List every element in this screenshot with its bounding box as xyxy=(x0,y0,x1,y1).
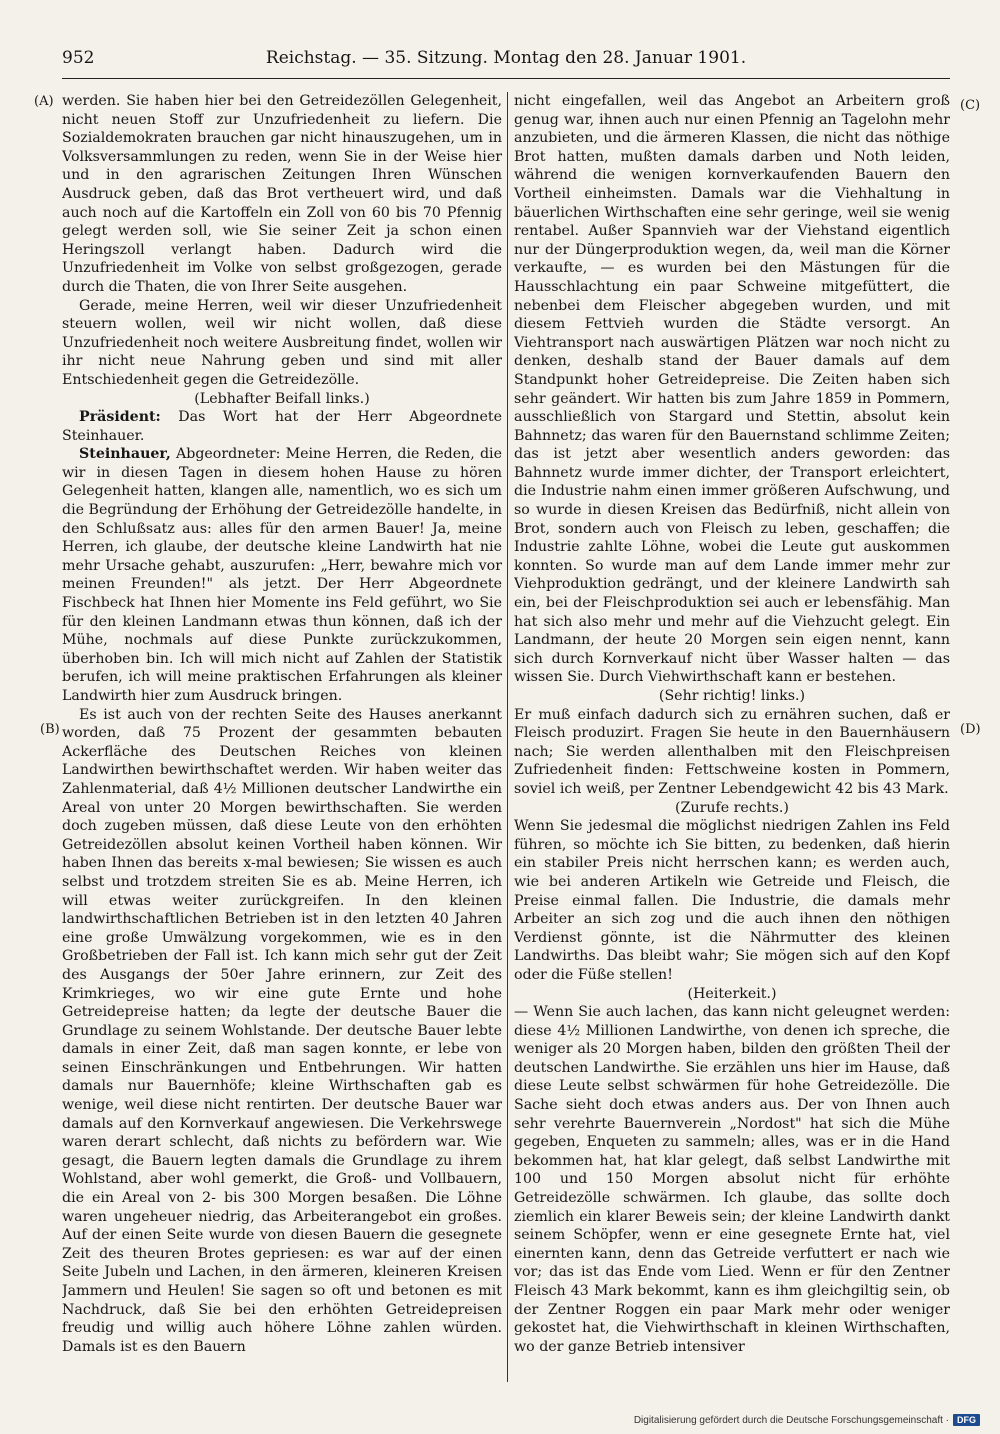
text-columns xyxy=(62,92,950,1390)
page-header xyxy=(62,44,950,79)
paragraph: Gerade, meine Herren, weil wir dieser Unzufriedenheit steuern wollen, weil wir nicht wollen, daß diese Unzufriedenheit noch weitere Ausbreitung findet, wollen wir ihr nicht neue Nahrung geben und sind mit aller Entschiedenheit gegen die Getreidezölle. xyxy=(62,297,502,388)
paragraph: werden. Sie haben hier bei den Getreidezöllen Gelegenheit, nicht neuen Stoff zur Unzufriedenheit zu liefern. Die Sozialdemokraten brauchen gar nicht hinauszugehen, um in Volksversammlungen zu reden, wenn Sie in der Weise hier und in den agrarischen Zeitungen Ihren Wünschen Ausdruck geben, daß das Brot vertheuert wird, und daß auch noch auf die Kartoffeln ein Zoll von 60 bis 70 Pfennig gelegt werden soll, wie Sie seiner Zeit ja schon einen Heringszoll verlangt haben. Dadurch wird die Unzufriedenheit im Volke von selbst großgezogen, gerade durch die Thaten, die von Ihrer Seite ausgehen. xyxy=(62,93,502,295)
right-column xyxy=(514,92,950,1390)
paragraph: Wenn Sie jedesmal die möglichst niedrigen Zahlen ins Feld führen, so möchte ich Sie bitten, zu bedenken, daß hierin ein stabiler Preis nicht herrschen kann; es werden auch, wie bei anderen Artikeln wie Getreide und Fleisch, die Preise einmal fallen. Die Industrie, die damals mehr Arbeiter an sich zog und die auch ihnen den nöthigen Verdienst gönnte, ist die Nährmutter des kleinen Landwirths. Das bleibt wahr; Sie mögen sich auf den Kopf oder die Füße stellen! xyxy=(514,818,950,983)
column-divider xyxy=(507,92,508,1382)
speaker-name: Steinhauer, xyxy=(79,446,171,463)
speech-text: Abgeordneter: Meine Herren, die Reden, die wir in diesen Tagen in diesem hohen Hause zu hören Gelegenheit hatten, klangen alle, namentlich, wo es sich um die Begründung der Erhöhung der Getreidezölle handelte, in den Schlußsatz aus: alles für den armen Bauer! Ja, meine Herren, ich glaube, der deutsche kleine Landwirth hat nie mehr Ursache gehabt, auszurufen: „Herr, bewahre mich vor meinen Freunden!" als jetzt. Der Herr Abgeordnete Fischbeck hat Ihnen hier Momente ins Feld geführt, wo Sie für den kleinen Landmann etwas thun können, daß ich der Mühe, nochmals auf diese Punkte zurückzukommen, überhoben bin. Ich will mich nicht auf Zahlen der Statistik berufen, ich will meine praktischen Erfahrungen als kleiner Landwirth hier zum Ausdruck bringen. xyxy=(62,446,502,704)
margin-marker-b: (B) xyxy=(40,722,60,737)
paragraph: — Wenn Sie auch lachen, das kann nicht geleugnet werden: diese 4½ Millionen Landwirthe, von denen ich spreche, die weniger als 20 Morgen haben, bilden den größten Theil der deutschen Landwirthe. Sie erzählen uns hier im Hause, daß diese Leute selbst schwärmen für hohe Getreidezölle. Die Sache sieht doch etwas anders aus. Der von Ihnen auch sehr verehrte Bauernverein „Nordost" hat sich die Mühe gegeben, Enqueten zu sammeln; alles, was er in die Hand bekommen hat, hat klar gelegt, daß selbst Landwirthe mit 100 und 150 Morgen absolut nicht für erhöhte Getreidezölle schwärmen. Ich glaube, das sollte doch ziemlich ein klarer Beweis sein; der kleine Landwirth dankt seinem Schöpfer, wenn er eine gesegnete Ernte hat, viel einernten kann, denn das Getreide verfuttert er nach wie vor; das ist das Ende vom Lied. Wenn er für den Zentner Fleisch 43 Mark bekommt, kann es ihm gleichgiltig sein, ob der Zentner Roggen ein paar Mark mehr oder weniger gekostet hat, die Viehwirthschaft in kleinen Wirthschaften, wo der ganze Betrieb intensiver xyxy=(514,1004,950,1355)
interjection: (Heiterkeit.) xyxy=(687,985,777,1002)
footer xyxy=(634,1414,980,1426)
footer-credit: Digitalisierung gefördert durch die Deutsche Forschungsgemeinschaft · xyxy=(633,1414,949,1426)
paragraph: Es ist auch von der rechten Seite des Hauses anerkannt worden, daß 75 Prozent der gesammten bebauten Ackerfläche des Deutschen Reiches von kleinen Landwirthen bewirthschaftet werden. Wir haben weiter das Zahlenmaterial, daß 4½ Millionen deutscher Landwirthe ein Areal von unter 20 Morgen bewirthschaften. Sie werden doch zugeben müssen, daß diese Leute von den erhöhten Getreidezöllen absolut keinen Vortheil haben können. Wir haben Ihnen das bereits x-mal bewiesen; Sie wissen es auch selbst und trotzdem streiten Sie es ab. Meine Herren, ich will etwas weiter zurückgreifen. In den kleinen landwirthschaftlichen Betrieben ist in den letzten 40 Jahren eine große Umwälzung vorgekommen, wie es in den Großbetrieben der Fall ist. Ich kann mich sehr gut der Zeit des Ausgangs der 50er Jahre erinnern, zur Zeit des Krimkrieges, wo wir eine gute Ernte und hohe Getreidepreise hatten; da legte der deutsche Bauer die Grundlage zu seinem Wohlstande. Der deutsche Bauer lebte damals in einer Zeit, daß man sagen konnte, er lebe von seinen Einschränkungen und Entbehrungen. Wir hatten damals nur Bauernhöfe; kleine Wirthschaften gab es wenige, weil diese nicht rentirten. Der deutsche Bauer war damals auf den Kornverkauf angewiesen. Die Verkehrswege waren derart schlecht, daß nichts zu befördern war. Wie gesagt, die Bauern legten damals die Grundlage zu ihrem Wohlstand, aber wohl gemerkt, die Groß- und Vollbauern, die ein Areal von 2- bis 300 Morgen besaßen. Die Löhne waren ungeheuer niedrig, das Arbeiterangebot ein großes. Auf der einen Seite wurde von diesen Bauern die gesegnete Zeit des theuren Brotes gepriesen: es war auf der einen Seite Jubeln und Lachen, in den ärmeren, kleineren Kreisen Jammern und Heulen! Sie sagen so oft und betonen es mit Nachdruck, daß Sie bei den erhöhten Getreidepreisen freudig und willig auch höhere Löhne zahlen würden. Damals ist es den Bauern xyxy=(62,706,502,1355)
interjection: (Zurufe rechts.) xyxy=(675,799,789,816)
speaker-name: Präsident: xyxy=(79,409,161,426)
dfg-logo: DFG xyxy=(953,1414,980,1426)
margin-marker-c: (C) xyxy=(960,98,981,113)
interjection: (Sehr richtig! links.) xyxy=(658,688,806,704)
left-column xyxy=(62,92,502,1390)
speech-text: Das Wort hat der Herr Abgeordnete Steinhauer. xyxy=(62,409,502,444)
paragraph xyxy=(62,445,502,705)
running-head: Reichstag. — 35. Sitzung. Montag den 28. Januar 1901. xyxy=(265,48,747,68)
paragraph: nicht eingefallen, weil das Angebot an Arbeitern groß genug war, ihnen auch nur einen Pfennig an Tagelohn mehr anzubieten, und die ärmeren Klassen, die nicht das nöthige Brot hatten, mußten damals darben und Noth leiden, während die wenigen kornverkaufenden Bauern den Vortheil einheimsten. Damals war die Viehhaltung in bäuerlichen Wirthschaften eine sehr geringe, weil sie wenig rentabel. Außer Spannvieh war der Viehstand eigentlich nur der Düngerproduktion wegen, da, weil man die Körner verkaufte, — es wurden bei den Mästungen für die Hausschlachtung ein paar Schweine mitgefüttert, die nebenbei dem Fleischer abgegeben wurden, und mit diesem Fettvieh wurden die Städte versorgt. An Viehtransport nach auswärtigen Plätzen war noch nicht zu denken, deshalb stand der Bauer damals auf dem Standpunkt hoher Getreidepreise. Die Zeiten haben sich sehr geändert. Wir hatten bis zum Jahre 1859 in Pommern, ausschließlich von Stargard und Stettin, absolut kein Bahnnetz; das waren für den Bauernstand schlimme Zeiten; das ist jetzt aber wesentlich anders geworden: das Bahnnetz wurde immer dichter, der Transport erleichtert, die Industrie nahm einen immer größeren Aufschwung, und so wurde in diesen Kreisen das Bedürfniß, nicht allein von Brot, sondern auch von Fleisch zu leben, geschaffen; die Industrie zahlte Löhne, wobei die Leute gut auskommen konnten. So wurde man auf dem Lande immer mehr zur Viehproduktion gedrängt, und der kleinere Landwirth sah ein, bei der Fleischproduktion sei auch er lebensfähig. Man hat sich also mehr und mehr auf die Viehzucht gelegt. Ein Landmann, der heute 20 Morgen sein eigen nennt, kann sich durch Kornverkauf nicht über Wasser halten — das wissen Sie. Durch Viehwirthschaft kann er bestehen. xyxy=(514,93,950,686)
interjection: (Lebhafter Beifall links.) xyxy=(194,390,370,407)
margin-marker-a: (A) xyxy=(34,94,54,109)
margin-marker-d: (D) xyxy=(960,722,981,737)
page-number: 952 xyxy=(62,48,95,68)
paragraph xyxy=(62,408,502,445)
paragraph: Er muß einfach dadurch sich zu ernähren suchen, daß er Fleisch produzirt. Fragen Sie heute in den Bauernhäusern nach; Sie werden allenthalben mit den Fleischpreisen Zufriedenheit finden: Fettschweine kosten in Pommern, soviel ich weiß, per Zentner Lebendgewicht 42 bis 43 Mark. xyxy=(514,706,950,797)
